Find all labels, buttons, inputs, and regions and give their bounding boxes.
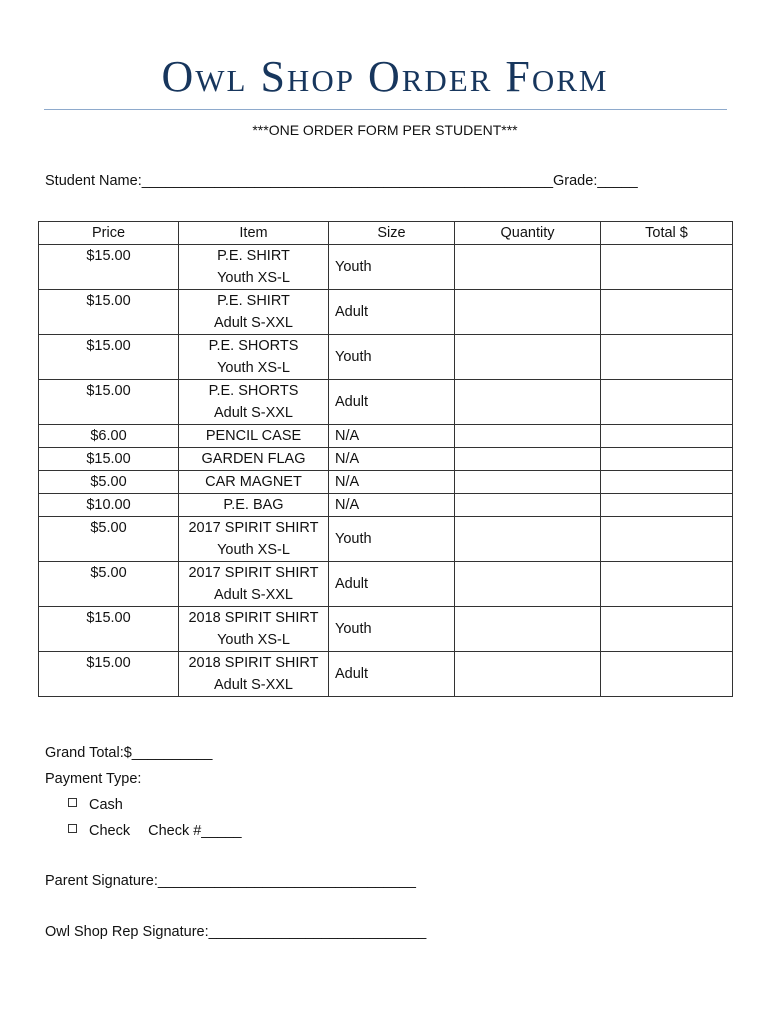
price-cell: $15.00 — [39, 448, 179, 471]
total-cell[interactable] — [601, 471, 733, 494]
quantity-cell[interactable] — [455, 290, 601, 335]
table-row — [39, 652, 733, 697]
table-row — [39, 448, 733, 471]
size-cell: N/A — [329, 494, 455, 517]
item-cell — [179, 380, 329, 425]
item-name: CAR MAGNET — [205, 474, 302, 490]
price-cell: $5.00 — [39, 471, 179, 494]
column-header-item: Item — [179, 222, 329, 245]
item-size-range: Adult S-XXL — [214, 677, 293, 693]
item-name: P.E. BAG — [223, 497, 284, 513]
item-name: 2018 SPIRIT SHIRT — [188, 655, 319, 671]
size-cell: Adult — [329, 562, 455, 607]
item-size-range: Adult S-XXL — [214, 315, 293, 331]
parent-signature-field[interactable]: Parent Signature:________________________________ — [45, 873, 416, 889]
price-cell: $6.00 — [39, 425, 179, 448]
total-cell[interactable] — [601, 652, 733, 697]
item-cell — [179, 471, 329, 494]
total-cell[interactable] — [601, 517, 733, 562]
item-size-range: Youth XS-L — [217, 270, 290, 286]
quantity-cell[interactable] — [455, 448, 601, 471]
total-cell[interactable] — [601, 335, 733, 380]
item-cell — [179, 290, 329, 335]
item-size-range: Adult S-XXL — [214, 405, 293, 421]
item-name: 2017 SPIRIT SHIRT — [188, 520, 319, 536]
column-header-total: Total $ — [601, 222, 733, 245]
cash-label: Cash — [89, 797, 123, 813]
quantity-cell[interactable] — [455, 517, 601, 562]
total-cell[interactable] — [601, 562, 733, 607]
table-row — [39, 562, 733, 607]
rep-signature-field[interactable]: Owl Shop Rep Signature:___________________________ — [45, 924, 427, 940]
table-row — [39, 245, 733, 290]
item-size-range: Youth XS-L — [217, 632, 290, 648]
grand-total-field[interactable]: Grand Total:$__________ — [45, 745, 213, 761]
student-name-label: Student Name: — [45, 173, 142, 189]
quantity-cell[interactable] — [455, 335, 601, 380]
item-name: P.E. SHIRT — [217, 293, 290, 309]
item-cell — [179, 517, 329, 562]
payment-option-check[interactable] — [68, 823, 242, 839]
size-cell: N/A — [329, 448, 455, 471]
quantity-cell[interactable] — [455, 562, 601, 607]
item-cell — [179, 607, 329, 652]
price-cell: $15.00 — [39, 652, 179, 697]
item-cell — [179, 448, 329, 471]
size-cell: Youth — [329, 607, 455, 652]
table-row — [39, 290, 733, 335]
total-cell[interactable] — [601, 380, 733, 425]
quantity-cell[interactable] — [455, 245, 601, 290]
size-cell: N/A — [329, 471, 455, 494]
quantity-cell[interactable] — [455, 652, 601, 697]
check-number-field[interactable]: Check #_____ — [148, 823, 242, 839]
quantity-cell[interactable] — [455, 425, 601, 448]
table-row — [39, 471, 733, 494]
total-cell[interactable] — [601, 245, 733, 290]
quantity-cell[interactable] — [455, 471, 601, 494]
size-cell: Youth — [329, 335, 455, 380]
size-cell: Adult — [329, 652, 455, 697]
table-row — [39, 380, 733, 425]
student-name-field[interactable]: ___________________________________________________ — [141, 173, 554, 189]
column-header-quantity: Quantity — [455, 222, 601, 245]
size-cell: N/A — [329, 425, 455, 448]
item-size-range: Adult S-XXL — [214, 587, 293, 603]
table-row — [39, 517, 733, 562]
item-name: GARDEN FLAG — [201, 451, 306, 467]
item-cell — [179, 425, 329, 448]
cash-checkbox[interactable] — [68, 798, 77, 807]
total-cell[interactable] — [601, 448, 733, 471]
table-header-row — [39, 222, 733, 245]
item-cell — [179, 245, 329, 290]
item-name: P.E. SHORTS — [208, 383, 299, 399]
student-info-line — [45, 173, 638, 189]
total-cell[interactable] — [601, 494, 733, 517]
item-cell — [179, 494, 329, 517]
item-cell — [179, 562, 329, 607]
item-name: PENCIL CASE — [205, 428, 302, 444]
form-title: Owl Shop Order Form — [161, 52, 609, 101]
price-cell: $5.00 — [39, 517, 179, 562]
price-cell: $15.00 — [39, 290, 179, 335]
item-name: P.E. SHORTS — [208, 338, 299, 354]
check-checkbox[interactable] — [68, 824, 77, 833]
column-header-price: Price — [39, 222, 179, 245]
size-cell: Youth — [329, 517, 455, 562]
price-cell: $15.00 — [39, 335, 179, 380]
item-size-range: Youth XS-L — [217, 542, 290, 558]
item-cell — [179, 335, 329, 380]
quantity-cell[interactable] — [455, 494, 601, 517]
size-cell: Adult — [329, 290, 455, 335]
price-cell: $10.00 — [39, 494, 179, 517]
check-label: Check — [89, 823, 131, 839]
size-cell: Adult — [329, 380, 455, 425]
title-divider — [44, 109, 727, 110]
grade-label: Grade: — [553, 173, 598, 189]
item-name: 2018 SPIRIT SHIRT — [188, 610, 319, 626]
price-cell: $15.00 — [39, 245, 179, 290]
total-cell[interactable] — [601, 425, 733, 448]
payment-type-label: Payment Type: — [45, 771, 142, 787]
item-name: P.E. SHIRT — [217, 248, 290, 264]
table-row — [39, 494, 733, 517]
table-row — [39, 607, 733, 652]
order-table — [38, 221, 733, 697]
price-cell: $5.00 — [39, 562, 179, 607]
quantity-cell[interactable] — [455, 380, 601, 425]
size-cell: Youth — [329, 245, 455, 290]
table-row — [39, 425, 733, 448]
price-cell: $15.00 — [39, 607, 179, 652]
item-name: 2017 SPIRIT SHIRT — [188, 565, 319, 581]
table-row — [39, 335, 733, 380]
column-header-size: Size — [329, 222, 455, 245]
total-cell[interactable] — [601, 607, 733, 652]
price-cell: $15.00 — [39, 380, 179, 425]
form-subtitle: ***ONE ORDER FORM PER STUDENT*** — [252, 122, 518, 138]
quantity-cell[interactable] — [455, 607, 601, 652]
grade-field[interactable]: _____ — [597, 173, 638, 189]
item-cell — [179, 652, 329, 697]
payment-option-cash[interactable] — [68, 797, 123, 813]
total-cell[interactable] — [601, 290, 733, 335]
item-size-range: Youth XS-L — [217, 360, 290, 376]
